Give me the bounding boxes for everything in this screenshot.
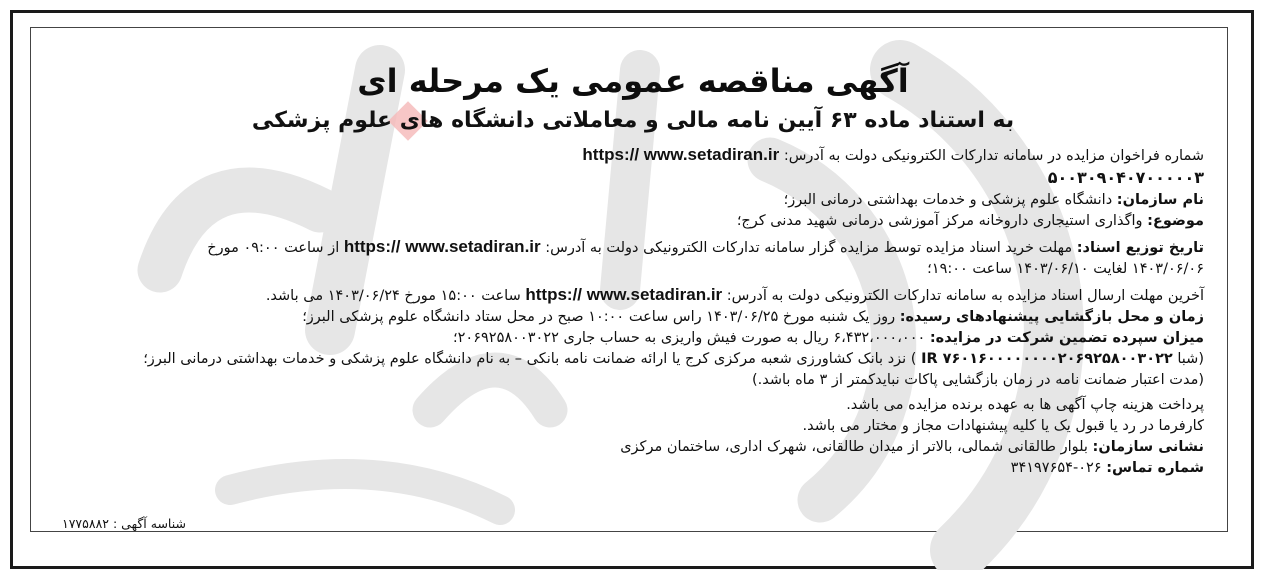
distribution-date-range: ۱۴۰۳/۰۶/۰۶ لغایت ۱۴۰۳/۰۶/۱۰ ساعت ۱۹:۰۰؛ — [927, 261, 1204, 277]
deadline-website-link[interactable]: https:// www.setadiran.ir — [525, 285, 723, 304]
distribution-text: مهلت خرید اسناد مزایده توسط مزایده گزار سامانه تدارکات الکترونیکی دولت به آدرس: — [545, 240, 1073, 256]
sheba-line — [62, 349, 1204, 370]
address-label: نشانی سازمان: — [1092, 439, 1204, 455]
organization-value: دانشگاه علوم پزشکی و خدمات بهداشتی درمانی البرز؛ — [783, 192, 1113, 208]
call-number-row — [62, 167, 1204, 190]
deposit-text: ریال به صورت فیش واریزی به حساب جاری — [563, 330, 829, 346]
website-link[interactable]: https:// www.setadiran.ir — [582, 145, 780, 164]
organization-label: نام سازمان: — [1116, 192, 1204, 208]
address-line — [62, 437, 1204, 458]
ad-id: شناسه آگهی : ۱۷۷۵۸۸۲ — [62, 516, 186, 531]
subject-line — [62, 211, 1204, 232]
deadline-text: آخرین مهلت ارسال اسناد مزایده به سامانه تدارکات الکترونیکی دولت به آدرس: — [726, 288, 1204, 304]
call-number-text: شماره فراخوان مزایده در سامانه تدارکات الکترونیکی دولت به آدرس: — [783, 148, 1204, 164]
sheba-open: (شبا — [1177, 351, 1204, 367]
distribution-line — [62, 236, 1204, 259]
deposit-account: ۲۰۶۹۲۵۸۰۰۳۰۲۲؛ — [453, 330, 559, 346]
phone-label: شماره تماس: — [1106, 460, 1204, 476]
phone-line — [62, 458, 1204, 479]
address-value: بلوار طالقانی شمالی، بالاتر از میدان طالقانی، شهرک اداری، ساختمان مرکزی — [620, 439, 1088, 455]
guarantee-validity: (مدت اعتبار ضمانت نامه در زمان بازگشایی پاکات نبایدکمتر از ۳ ماه باشد.) — [751, 372, 1204, 388]
notice-subtitle: به استناد ماده ۶۳ آیین نامه مالی و معاملاتی دانشگاه های علوم پزشکی — [251, 108, 1015, 133]
deposit-label: میزان سپرده تضمین شرکت در مزایده: — [929, 330, 1204, 346]
distribution-website-link[interactable]: https:// www.setadiran.ir — [343, 237, 541, 256]
deadline-line — [62, 284, 1204, 307]
deadline-time: ساعت ۱۵:۰۰ مورخ ۱۴۰۳/۰۶/۲۴ می باشد. — [265, 288, 521, 304]
ad-cost: پرداخت هزینه چاپ آگهی ها به عهده برنده مزایده می باشد. — [846, 397, 1204, 413]
call-number-line — [62, 144, 1204, 167]
distribution-start-time: از ساعت ۰۹:۰۰ مورخ — [207, 240, 340, 256]
opening-line — [62, 307, 1204, 328]
phone-value: ۰۲۶-۳۴۱۹۷۶۵۴ — [1010, 460, 1102, 476]
organization-line — [62, 190, 1204, 211]
sheba-text: ) نزد بانک کشاورزی شعبه مرکزی کرج یا ارائه ضمانت نامه بانکی – به نام دانشگاه علوم پزشکی و خدمات بهداشتی درمانی البرز؛ — [143, 351, 917, 367]
distribution-dates — [62, 259, 1204, 280]
call-number: ۵۰۰۳۰۹۰۴۰۷۰۰۰۰۰۳ — [1047, 168, 1204, 187]
opening-label: زمان و محل بازگشایی پیشنهادهای رسیده: — [899, 309, 1204, 325]
notice-title: آگهی مناقصه عمومی یک مرحله ای — [357, 62, 909, 100]
sheba-number: IR ۷۶۰۱۶۰۰۰۰۰۰۰۰۲۰۶۹۲۵۸۰۰۳۰۲۲ — [921, 351, 1173, 367]
subject-label: موضوع: — [1147, 213, 1204, 229]
subject-value: واگذاری استیجاری داروخانه مرکز آموزشی درمانی شهید مدنی کرج؛ — [736, 213, 1143, 229]
deposit-amount: ۶،۴۳۲،۰۰۰،۰۰۰ — [833, 330, 926, 346]
notice-content — [62, 60, 1204, 530]
distribution-label: تاریخ توزیع اسناد: — [1076, 240, 1204, 256]
employer-rights: کارفرما در رد یا قبول یک یا کلیه پیشنهادات مجاز و مختار می باشد. — [802, 418, 1204, 434]
deposit-line — [62, 328, 1204, 349]
opening-value: روز یک شنبه مورخ ۱۴۰۳/۰۶/۲۵ راس ساعت ۱۰:۰۰ صبح در محل ستاد دانشگاه علوم پزشکی البرز؛ — [302, 309, 896, 325]
